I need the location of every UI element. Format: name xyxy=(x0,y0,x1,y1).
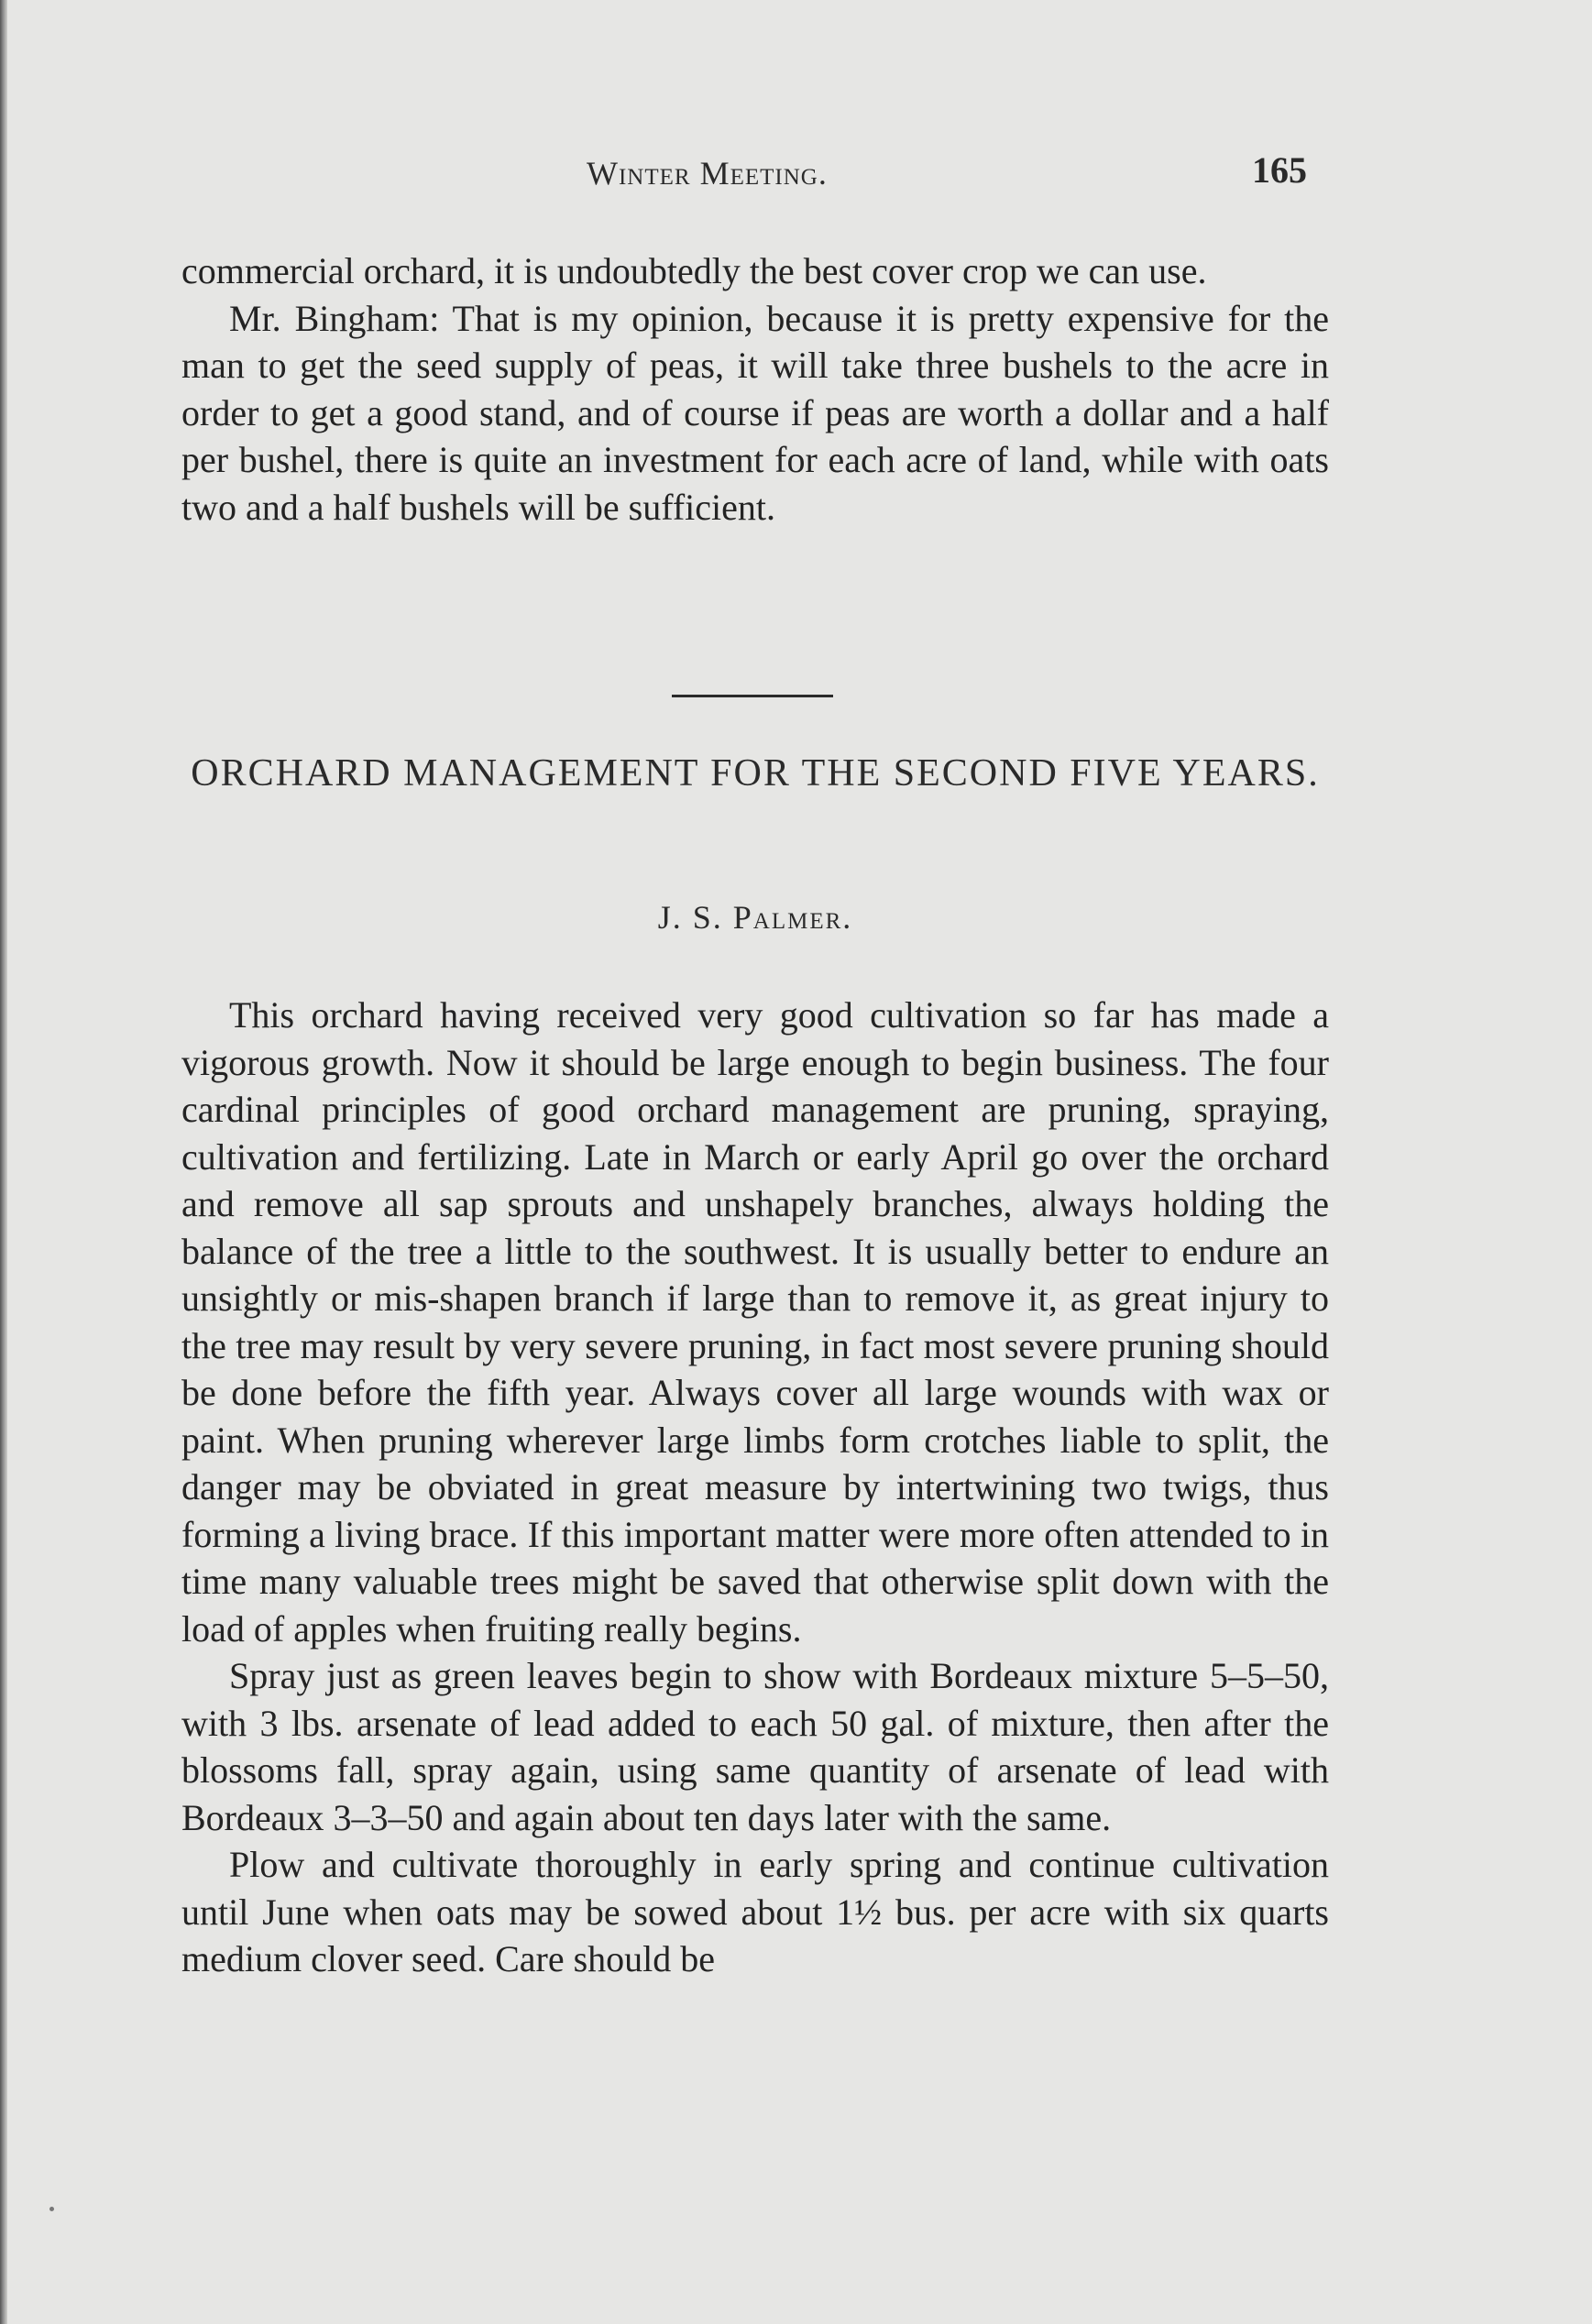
article-title: ORCHARD MANAGEMENT FOR THE SECOND FIVE YEARS. xyxy=(191,752,1320,795)
section-divider-rule xyxy=(672,695,833,697)
continuation-text xyxy=(181,247,1329,531)
running-head: Winter Meeting. xyxy=(587,155,828,192)
article-body xyxy=(181,992,1329,1983)
article-paragraph-spraying: Spray just as green leaves begin to show with Bordeaux mixture 5–5–50, with 3 lbs. arsenate of lead added to each 50 gal. of mixture, then after the blossoms fall, spray again, using same quantity of arsenate of lead with Bordeaux 3–3–50 and again about ten days later with the same. xyxy=(181,1655,1329,1838)
article-author: J. S. Palmer. xyxy=(657,899,853,936)
bingham-paragraph: Mr. Bingham: That is my opinion, because it is pretty expensive for the man to get the seed supply of peas, it will take three bushels to the acre in order to get a good stand, and of course if peas are worth a dollar and a half per bushel, there is quite an investment for each acre of land, while with oats two and a half bushels will be sufficient. xyxy=(181,297,1329,528)
article-paragraph-cultivation: Plow and cultivate thoroughly in early spring and continue cultivation until June when oats may be sowed about 1½ bus. per acre with six quarts medium clover seed. Care should be xyxy=(181,1844,1329,1979)
continuation-paragraph: commercial orchard, it is undoubtedly the best cover crop we can use. xyxy=(181,250,1207,291)
page-number: 165 xyxy=(1252,149,1307,191)
article-paragraph-pruning: This orchard having received very good cultivation so far has made a vigorous growth. Now it should be large enough to begin business. The four cardinal principles of good orchard management are pruning, spraying, cultivation and fertilizing. Late in March or early April go over the orchard and remove all sap sprouts and unshapely branches, always holding the balance of the tree a little to the southwest. It is usually better to endure an unsightly or mis-shapen branch if large than to remove it, as great injury to the tree may result by very severe pruning, in fact most severe pruning should be done before the fifth year. Always cover all large wounds with wax or paint. When pruning wherever large limbs form crotches liable to split, the danger may be obviated in great measure by intertwining two twigs, thus forming a living brace. If this important matter were more often attended to in time many valuable trees might be saved that otherwise split down with the load of apples when fruiting really begins. xyxy=(181,994,1329,1650)
paper-speck xyxy=(49,2207,54,2211)
